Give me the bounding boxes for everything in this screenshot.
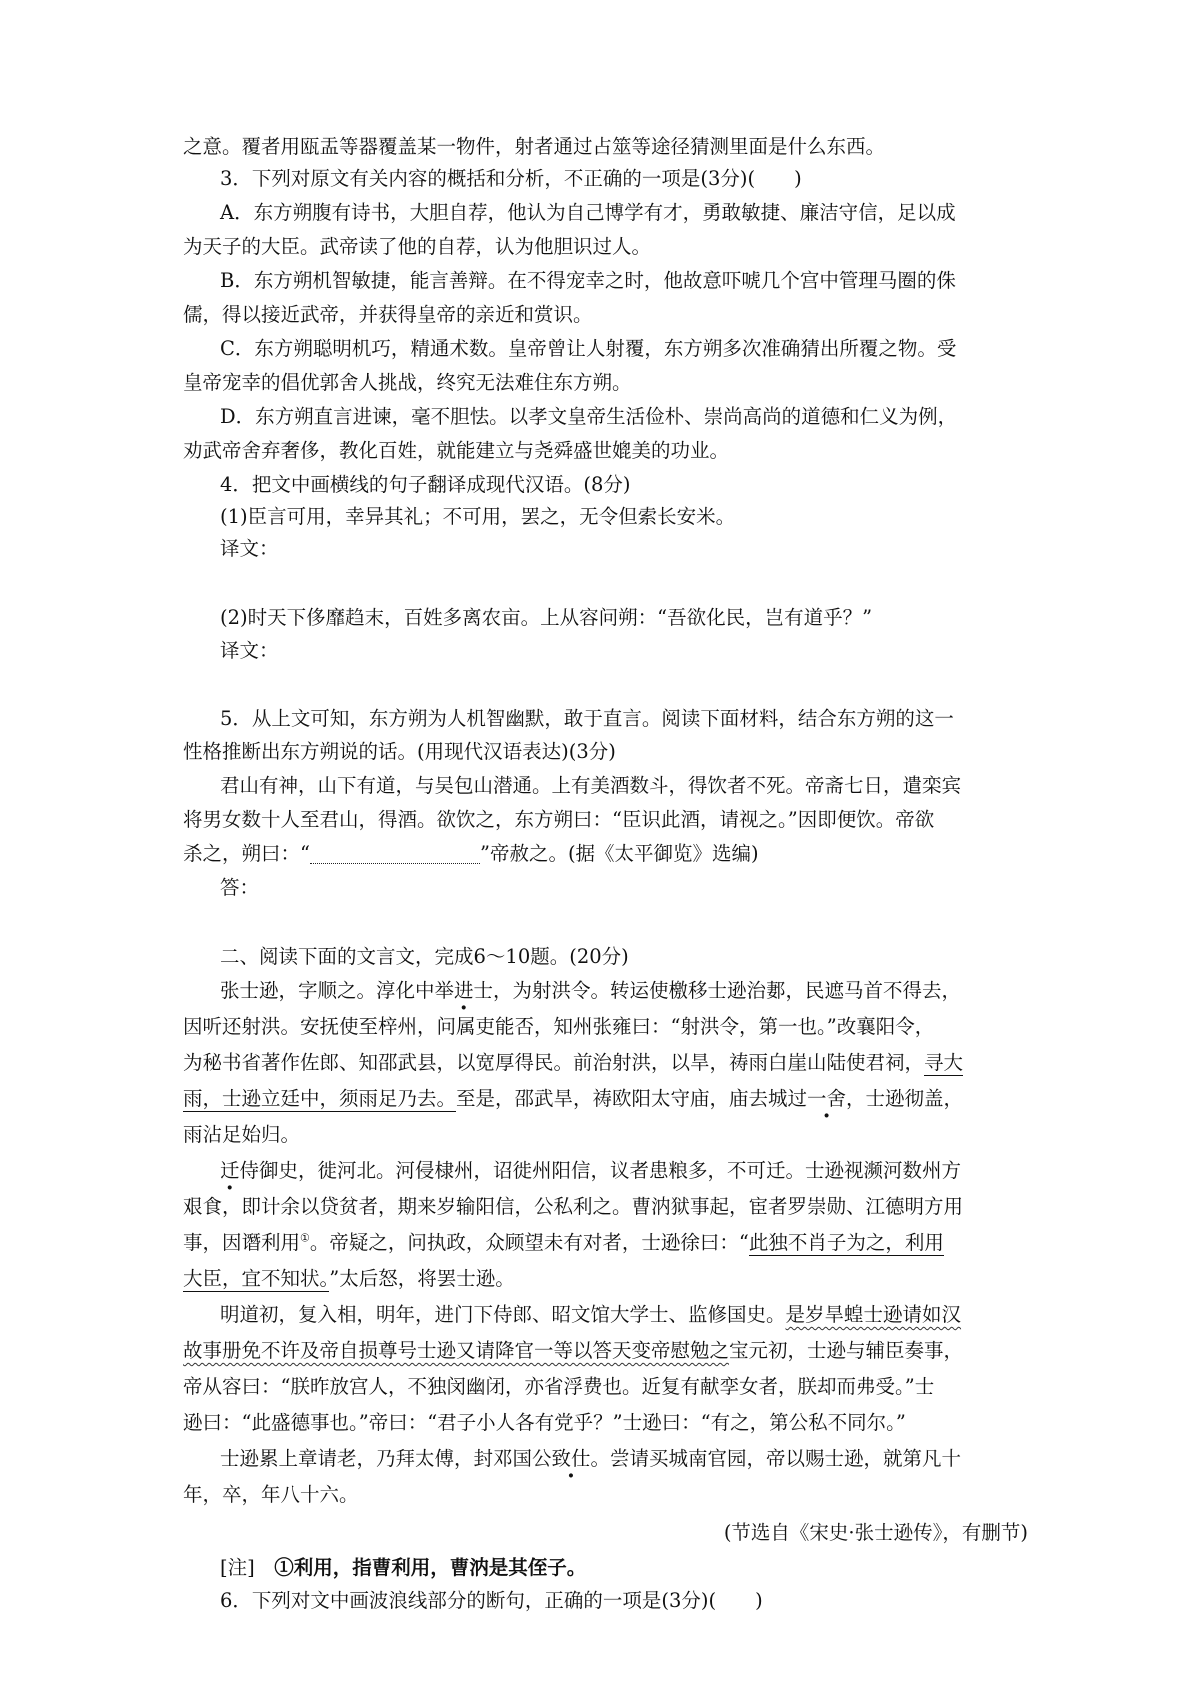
answer-label: 答： [220, 876, 260, 899]
option-d: D．东方朔直言进谏，毫不胆怯。以孝文皇帝生活俭朴、崇尚高尚的道德和仁义为例， [220, 405, 958, 428]
note-text: ①利用，指曹利用，曹汭是其侄子。 [274, 1556, 587, 1579]
passage-line: 年，卒，年八十六。 [183, 1483, 359, 1506]
option-c-cont: 皇帝宠幸的倡优郭舍人挑战，终究无法难住东方朔。 [183, 371, 632, 394]
question-4-stem: 4．把文中画横线的句子翻译成现代汉语。(8分) [220, 473, 631, 496]
material-text: ”帝赦之。(据《太平御览》选编) [479, 842, 759, 865]
material-line-3 [183, 839, 759, 869]
source-citation: (节选自《宋史·张士逊传》，有删节) [723, 1521, 1028, 1544]
material-line-2: 将男女数十人至君山，得酒。欲饮之，东方朔曰：“臣识此酒，请视之。”因即便饮。帝欲 [183, 808, 935, 831]
passage-line: 士逊累上章请老，乃拜太傅，封邓国公致仕。尝请买城南官园，帝以赐士逊，就第凡十 [220, 1447, 962, 1470]
passage-line: 帝从容曰：“朕昨放宫人，不独闵幽闭，亦省浮费也。近复有献孪女者，朕却而弗受。”士 [183, 1375, 935, 1398]
note-label: [注] [220, 1556, 255, 1579]
wavy-underlined-text: 是岁旱蝗士逊请如汉 [785, 1303, 962, 1326]
underlined-sentence: 此独不肖子为之，利用 [748, 1231, 944, 1254]
passage-line: 事，因谮利用①。帝疑之，问执政，众顾望未有对者，士逊徐曰：“此独不肖子为之，利用 [183, 1231, 944, 1254]
dotted-word: 一舍 [807, 1087, 847, 1110]
question-5-stem: 5．从上文可知，东方朔为人机智幽默，敢于直言。阅读下面材料，结合东方朔的这一 [220, 707, 954, 730]
passage-line: 故事册免不许及帝自损尊号士逊又请降官一等以答天变帝慰勉之宝元初，士逊与辅臣奏事， [183, 1339, 964, 1362]
passage-line: 逊曰：“此盛德事也。”帝曰：“君子小人各有党乎？”士逊曰：“有之，第公私不同尔。” [183, 1411, 906, 1434]
option-b-cont: 儒，得以接近武帝，并获得皇帝的亲近和赏识。 [183, 303, 593, 326]
option-b: B．东方朔机智敏捷，能言善辩。在不得宠幸之时，他故意吓唬几个宫中管理马圈的侏 [220, 269, 956, 292]
question-4-sentence-2: (2)时天下侈靡趋末，百姓多离农亩。上从容问朔：“吾欲化民，岂有道乎？” [220, 606, 873, 629]
passage-line: 因听还射洪。安抚使至梓州，问属吏能否，知州张雍曰：“射洪令，第一也。”改襄阳令， [183, 1015, 935, 1038]
passage-line: 明道初，复入相，明年，进门下侍郎、昭文馆大学士、监修国史。是岁旱蝗士逊请如汉 [220, 1303, 962, 1326]
section-2-heading: 二、阅读下面的文言文，完成6～10题。(20分) [220, 945, 629, 968]
underlined-sentence: 雨，士逊立廷中，须雨足乃去。 [183, 1087, 457, 1110]
text-line: 之意。覆者用瓯盂等器覆盖某一物件，射者通过占筮等途径猜测里面是什么东西。 [183, 135, 886, 158]
underlined-sentence: 大臣，宜不知状。 [183, 1267, 330, 1290]
passage-line: 张士逊，字顺之。淳化中举进士，为射洪令。转运使檄移士逊治郪，民遮马首不得去， [220, 979, 962, 1002]
option-a: A．东方朔腹有诗书，大胆自荐，他认为自己博学有才，勇敢敏捷、廉洁守信，足以成 [220, 201, 956, 224]
footnote-marker: ① [300, 1231, 310, 1245]
answer-blank[interactable] [310, 845, 480, 864]
passage-line: 迁侍御史，徙河北。河侵棣州，诏徙州阳信，议者患粮多，不可迁。士逊视濒河数州方 [220, 1159, 962, 1182]
dotted-word: 进 [454, 979, 474, 1002]
option-c: C．东方朔聪明机巧，精通术数。皇帝曾让人射覆，东方朔多次准确猜出所覆之物。受 [220, 337, 957, 360]
passage-line: 雨，士逊立廷中，须雨足乃去。至是，邵武旱，祷欧阳太守庙，庙去城过一舍，士逊彻盖， [183, 1087, 964, 1110]
question-4-sentence-1: (1)臣言可用，幸异其礼；不可用，罢之，无令但索长安米。 [220, 505, 736, 528]
passage-line: 大臣，宜不知状。”太后怒，将罢士逊。 [183, 1267, 515, 1290]
question-5-stem-cont: 性格推断出东方朔说的话。(用现代汉语表达)(3分) [183, 740, 616, 763]
material-text: 杀之，朔曰：“ [183, 842, 310, 865]
option-a-cont: 为天子的大臣。武帝读了他的自荐，认为他胆识过人。 [183, 235, 652, 258]
passage-line: 艰食，即计余以贷贫者，期来岁输阳信，公私利之。曹汭狱事起，宦者罗崇勋、江德明方用 [183, 1195, 964, 1218]
material-line-1: 君山有神，山下有道，与吴包山潜通。上有美酒数斗，得饮者不死。帝斋七日，遣栾宾 [220, 774, 962, 797]
dotted-word: 致仕 [551, 1447, 591, 1470]
question-6-stem: 6．下列对文中画波浪线部分的断句，正确的一项是(3分)( ) [220, 1589, 763, 1612]
translation-label-1: 译文： [220, 537, 279, 560]
dotted-word: 迁 [220, 1159, 240, 1182]
annotation-note [220, 1553, 586, 1583]
question-3-stem: 3．下列对原文有关内容的概括和分析，不正确的一项是(3分)( ) [220, 167, 802, 190]
passage-line: 雨沾足始归。 [183, 1123, 301, 1146]
wavy-underlined-text: 故事册免不许及帝自损尊号士逊又请降官一等以答天变帝慰勉之 [183, 1339, 730, 1362]
option-d-cont: 劝武帝舍弃奢侈，教化百姓，就能建立与尧舜盛世媲美的功业。 [183, 439, 730, 462]
translation-label-2: 译文： [220, 639, 279, 662]
underlined-sentence: 寻大 [924, 1051, 964, 1074]
passage-line: 为秘书省著作佐郎、知邵武县，以宽厚得民。前治射洪，以旱，祷雨白崖山陆使君祠，寻大 [183, 1051, 964, 1074]
